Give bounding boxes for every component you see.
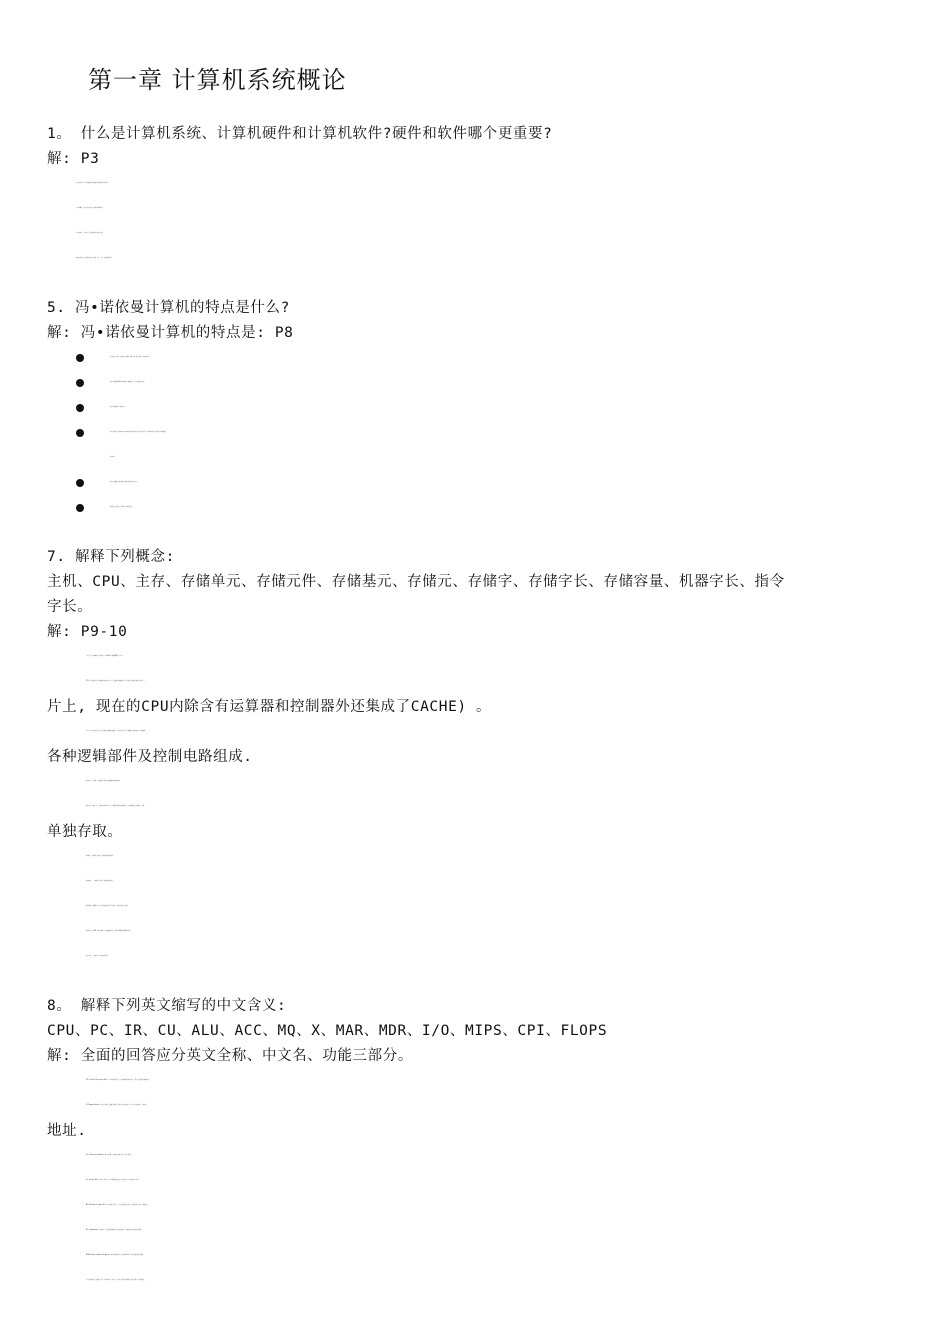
answer-1-line: 硬件和软件在计算机系统中相互依存, 缺一不可, 因此同样重要。 (76, 258, 113, 259)
answer-7-line: 存储字:一个存储单元所存二进制代码的逻辑单位。 (86, 856, 115, 857)
abbreviation-list: CPU、PC、IR、CU、ALU、ACC、MQ、X、MAR、MDR、I/O、MIPS、CPI、FLOPS (47, 1023, 608, 1039)
answer-7-line: 机器字长: 指CPU一次能处理的二进制数据的位数, 通常与CPU的寄存器位数有关。 (86, 931, 133, 932)
answer-8-line: CPU: Central Processing Unit, 中央处理机(器), 是计算机硬件的核心部件,主要由运算器和控制器组成。 (86, 1080, 150, 1081)
answer-8-label: 解: 全面的回答应分英文全称、中文名、功能三部分。 (47, 1048, 413, 1064)
bullet-item: 指令在存储器中顺序存放,通常自动顺序取出执行; (110, 482, 138, 483)
answer-1-label: 解: P3 (47, 151, 100, 167)
bullet-item-continuation: 的位置; (110, 457, 115, 458)
answer-7-line: 存储容量: 存储器中可存二进制代码的总量; (通常主、辅存容量分开描述)。 (86, 906, 130, 907)
question-1: 1。 什么是计算机系统、计算机硬件和计算机软件?硬件和软件哪个更重要? (47, 126, 553, 142)
bullet-icon (76, 424, 88, 436)
bullet-item: 机器以运算器为中心(原始冯•诺依曼机). (110, 507, 134, 508)
answer-8-line: X: 此字母没有专指的缩写含义,可以用作任一部件名, 在此表示操作数寄存器, 即运算器中工作寄存器之 (86, 1280, 145, 1281)
terms-line: 字长。 (47, 599, 93, 615)
answer-8-line: IR: Instruction Register,指令寄存器, 其功能是存放当前正在执行的指令。 (86, 1155, 133, 1156)
bullet-item: 指令由操作码、地址码两大部分组成,操作码用来表示操作的性质, 地址码用来表示操作数在存储器中 (110, 432, 167, 433)
answer-7-line: 存储字长: 一个存储单元所存二进制代码的位数。 (86, 881, 114, 882)
answer-8-line: CU: Control Unit,控制单元(部件), 为控制器的核心部件, 其功能是产生微操作命令序列。 (86, 1180, 140, 1181)
bullet-icon (76, 374, 88, 386)
bullet-item: 计算机由运算器、控制器、存储器、输入设备、输出设备五大部件组成; (110, 357, 150, 358)
bullet-icon (76, 499, 88, 511)
question-7: 7. 解释下列概念: (47, 549, 175, 565)
answer-7-line: 指令字长: 一条指令的二进制代码位数。 (86, 956, 109, 957)
bullet-icon (76, 399, 88, 411)
answer-7-line: 单独存取。 (47, 824, 123, 840)
bullet-item: 指令和数据以同同等地位存放于存储器内, 并可以按地址访问; (110, 382, 145, 383)
answer-7-line: 存储单元: 可存放一个机器字并具有特定存储地址的存储单位。 (86, 781, 122, 782)
answer-8-line: 地址. (47, 1123, 87, 1139)
answer-5-label: 解: 冯•诺依曼计算机的特点是: P8 (47, 325, 294, 341)
bullet-item: 指令和数据均用二进制表示; (110, 407, 126, 408)
bullet-icon (76, 474, 88, 486)
answer-8-line: PC:Program Counter, 程序计数器, 其功能是存放当前欲执行指令的地址, 并可自动计数形成下一条指令 (86, 1105, 147, 1106)
answer-1-line: 计算机硬件: 指计算机中的电子线路和物理装置。 (76, 208, 104, 209)
question-5: 5. 冯•诺依曼计算机的特点是什么? (47, 300, 290, 316)
terms-line: 主机、CPU、主存、存储单元、存储元件、存储基元、存储元、存储字、存储字长、存储容量、机器字长、指令 (47, 574, 785, 590)
answer-7-line: 片上, 现在的CPU内除含有运算器和控制器外还集成了CACHE) 。 (47, 699, 492, 715)
answer-8-line: ACC: Accumulator, 累加器, 是运算器中既能存放运算前的操作数, 又能存放运算结果的寄存器。 (86, 1230, 143, 1231)
answer-7-line: 各种逻辑部件及控制电路组成. (47, 749, 253, 765)
answer-8-line: MQ:Multiplier-Quotient Register, 乘商寄存器,乘法运算时存放乘数、除法时存放商的寄存器。 (86, 1255, 145, 1256)
chapter-title: 第一章 计算机系统概论 (88, 66, 347, 94)
answer-7-line: CPU:中央处理器,是计算机硬件的核心部件, 由运算器和控制器组成; (早期的运算器和控制器不在同一芯 (86, 681, 145, 682)
answer-1-line: 计算机系统: 由计算机硬件系统和软件系统组成的综合体。 (76, 183, 109, 184)
bullet-icon (76, 349, 88, 361)
answer-7-line: 存储元件: 存储一位二进制信息的物理元件, 是存储器中最小的存储单位, 又叫存储基元或存储元, 不能 (86, 806, 145, 807)
answer-7-line: 主机: 是计算机硬件的主体部分, 由CPU和主存储器MM合成为主机。 (86, 656, 125, 657)
answer-1-line: 计算机软件: 计算机运行所需的程序及相关资料。 (76, 233, 104, 234)
answer-7-label: 解: P9-10 (47, 624, 128, 640)
answer-7-line: 主存: 计算机中存放正在运行的程序和数据的存储器, 为计算机的主要工作存储器,可随机存取; 由存储体、 (86, 731, 147, 732)
question-8: 8。 解释下列英文缩写的中文含义: (47, 998, 287, 1014)
answer-8-line: ALU: Arithmetic Logic Unit, 算术逻辑运算单元, 为运算器的核心部件, 其功能是进行算术、逻辑运算。 (86, 1205, 149, 1206)
